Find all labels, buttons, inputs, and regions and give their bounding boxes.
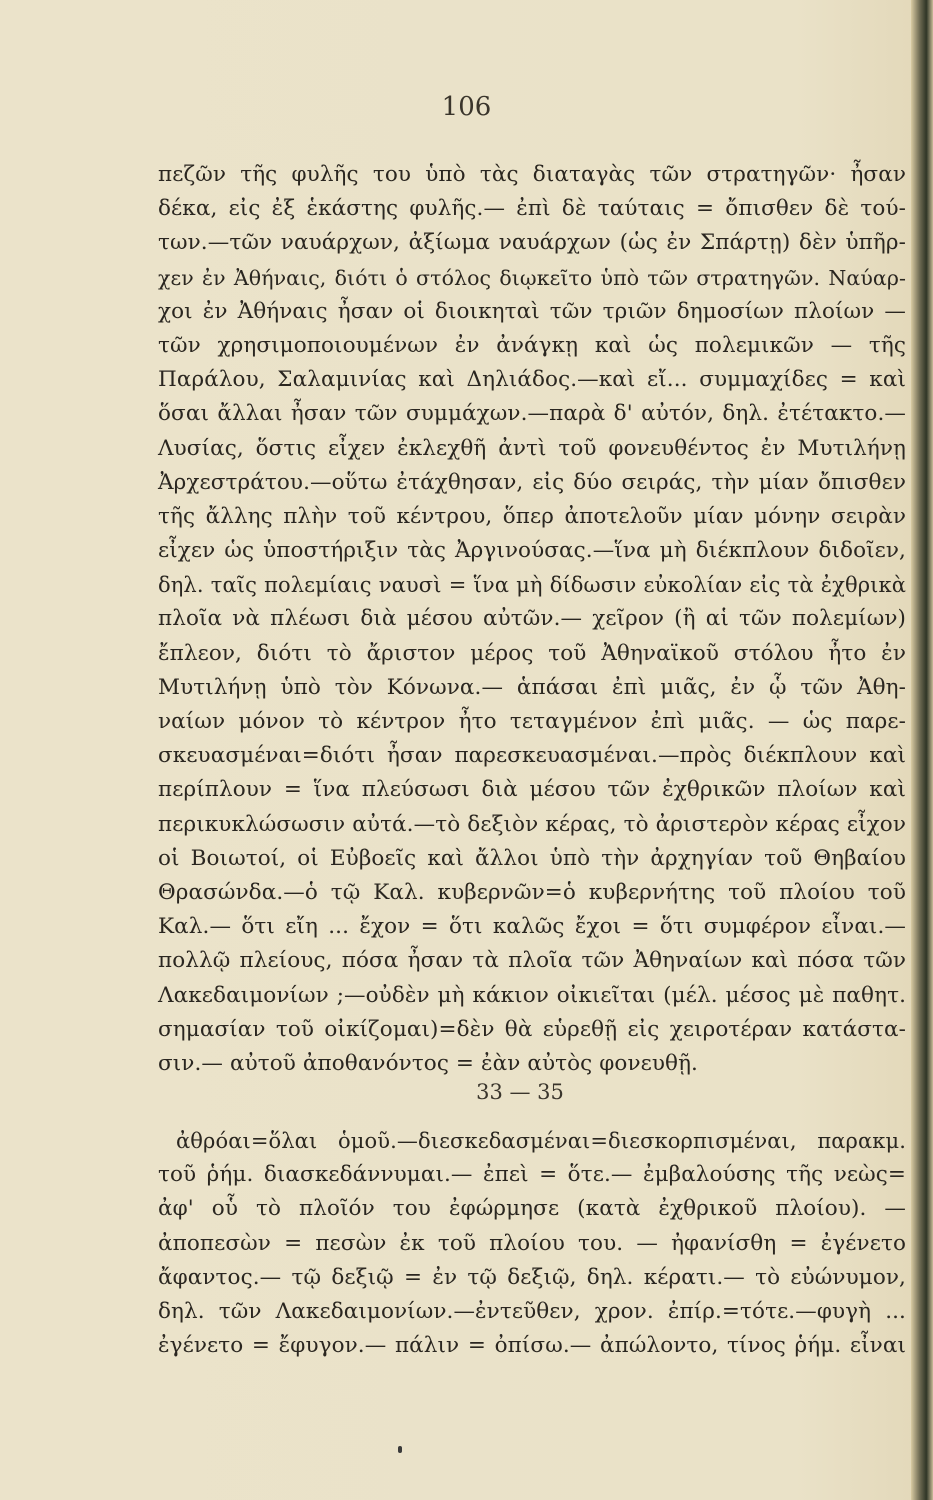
- text-line: σημασίαν τοῦ οἰκίζομαι)=δὲν θὰ εὑρεθῇ εἰς χειροτέραν κατάστα-: [158, 1016, 906, 1042]
- text-line: Λυσίας, ὅστις εἶχεν ἐκλεχθῆ ἀντὶ τοῦ φονευθέντος ἐν Μυτιλήνῃ: [158, 435, 906, 461]
- text-line: ἄφαντος.— τῷ δεξιῷ = ἐν τῷ δεξιῷ, δηλ. κέρατι.— τὸ εὐώνυμον,: [158, 1264, 906, 1290]
- text-line: περικυκλώσωσιν αὐτά.—τὸ δεξιὸν κέρας, τὸ ἀριστερὸν κέρας εἶχον: [158, 811, 906, 837]
- text-line: Λακεδαιμονίων ;—οὐδὲν μὴ κάκιον οἰκιεῖται (μέλ. μέσος μὲ παθητ.: [158, 982, 906, 1008]
- text-line: χοι ἐν Ἀθήναις ἦσαν οἱ διοικηταὶ τῶν τριῶν δημοσίων πλοίων —: [158, 298, 906, 324]
- text-line: πολλῷ πλείους, πόσα ἦσαν τὰ πλοῖα τῶν Ἀθηναίων καὶ πόσα τῶν: [158, 948, 906, 974]
- text-line: ἀφ' οὗ τὸ πλοῖόν του ἐφώρμησε (κατὰ ἐχθρικοῦ πλοίου). —: [158, 1196, 906, 1222]
- text-line: χεν ἐν Ἀθήναις, διότι ὁ στόλος διῳκεῖτο ὑπὸ τῶν στρατηγῶν. Ναύαρ-: [158, 265, 906, 290]
- text-line: ἐγένετο = ἔφυγον.— πάλιν = ὀπίσω.— ἀπώλοντο, τίνος ῥήμ. εἶναι: [158, 1333, 906, 1359]
- text-line: τῆς ἄλλης πλὴν τοῦ κέντρου, ὅπερ ἀποτελοῦν μίαν μόνην σειρὰν: [158, 503, 906, 529]
- text-line: οἱ Βοιωτοί, οἱ Εὐβοεῖς καὶ ἄλλοι ὑπὸ τὴν ἀρχηγίαν τοῦ Θηβαίου: [158, 845, 906, 871]
- section-heading: 33 — 35: [476, 1080, 564, 1104]
- text-line: ἀποπεσὼν = πεσὼν ἐκ τοῦ πλοίου του. — ἠφανίσθη = ἐγένετο: [158, 1230, 906, 1256]
- text-line: Παράλου, Σαλαμινίας καὶ Δηλιάδος.—καὶ εἴ... συμμαχίδες = καὶ: [158, 367, 906, 393]
- text-line: των.—τῶν ναυάρχων, ἀξίωμα ναυάρχων (ὡς ἐν Σπάρτῃ) δὲν ὑπῆρ-: [158, 230, 906, 256]
- text-line: Θρασώνδα.—ὁ τῷ Καλ. κυβερνῶν=ὁ κυβερνήτης τοῦ πλοίου τοῦ: [158, 879, 906, 905]
- text-line: ἔπλεον, διότι τὸ ἄριστον μέρος τοῦ Ἀθηναϊκοῦ στόλου ἦτο ἐν: [158, 640, 906, 666]
- text-line: Ἀρχεστράτου.—οὕτω ἐτάχθησαν, εἰς δύο σειράς, τὴν μίαν ὄπισθεν: [158, 469, 906, 495]
- text-line: πλοῖα νὰ πλέωσι διὰ μέσου αὐτῶν.— χεῖρον (ἢ αἱ τῶν πολεμίων): [158, 606, 906, 632]
- text-line: σιν.— αὐτοῦ ἀποθανόντος = ἐὰν αὐτὸς φονευθῇ.: [158, 1050, 698, 1076]
- text-line: τῶν χρησιμοποιουμένων ἐν ἀνάγκῃ καὶ ὡς πολεμικῶν — τῆς: [158, 332, 906, 358]
- ink-mark: [398, 1446, 402, 1453]
- text-line: τοῦ ῥήμ. διασκεδάννυμαι.— ἐπεὶ = ὅτε.— ἐμβαλούσης τῆς νεὼς=: [158, 1162, 906, 1188]
- text-line: δηλ. τῶν Λακεδαιμονίων.—ἐντεῦθεν, χρον. ἐπίρ.=τότε.—φυγὴ ...: [158, 1298, 906, 1324]
- commentary-paragraph: [158, 1124, 906, 1363]
- text-line: Καλ.— ὅτι εἴη ... ἔχον = ὅτι καλῶς ἔχοι = ὅτι συμφέρον εἶναι.—: [158, 914, 906, 940]
- text-line: σκευασμέναι=διότι ἦσαν παρεσκευασμέναι.—πρὸς διέκπλουν καὶ: [158, 743, 906, 769]
- text-line: εἶχεν ὡς ὑποστήριξιν τὰς Ἀργινούσας.—ἵνα μὴ διέκπλουν διδοῖεν,: [158, 538, 906, 564]
- text-line: δέκα, εἰς ἐξ ἑκάστης φυλῆς.— ἐπὶ δὲ ταύταις = ὄπισθεν δὲ τού-: [158, 196, 906, 222]
- commentary-paragraph: [158, 158, 906, 1081]
- page-number: 106: [441, 92, 492, 122]
- text-line: περίπλουν = ἵνα πλεύσωσι διὰ μέσου τῶν ἐχθρικῶν πλοίων καὶ: [158, 777, 906, 803]
- text-line: ναίων μόνον τὸ κέντρον ἦτο τεταγμένον ἐπὶ μιᾶς. — ὡς παρε-: [158, 709, 906, 734]
- book-spine-edge: [911, 0, 933, 1500]
- text-line: δηλ. ταῖς πολεμίαις ναυσὶ = ἵνα μὴ δίδωσιν εὐκολίαν εἰς τὰ ἐχθρικὰ: [158, 573, 906, 598]
- text-line: Μυτιλήνῃ ὑπὸ τὸν Κόνωνα.— ἁπάσαι ἐπὶ μιᾶς, ἐν ᾧ τῶν Ἀθη-: [158, 674, 906, 700]
- text-line: ὅσαι ἄλλαι ἦσαν τῶν συμμάχων.—παρὰ δ' αὐτόν, δηλ. ἐτέτακτο.—: [158, 401, 906, 427]
- text-line: πεζῶν τῆς φυλῆς του ὑπὸ τὰς διαταγὰς τῶν στρατηγῶν· ἦσαν: [158, 162, 906, 187]
- text-line: ἀθρόαι=ὅλαι ὁμοῦ.—διεσκεδασμέναι=διεσκορπισμέναι, παρακμ.: [176, 1129, 906, 1153]
